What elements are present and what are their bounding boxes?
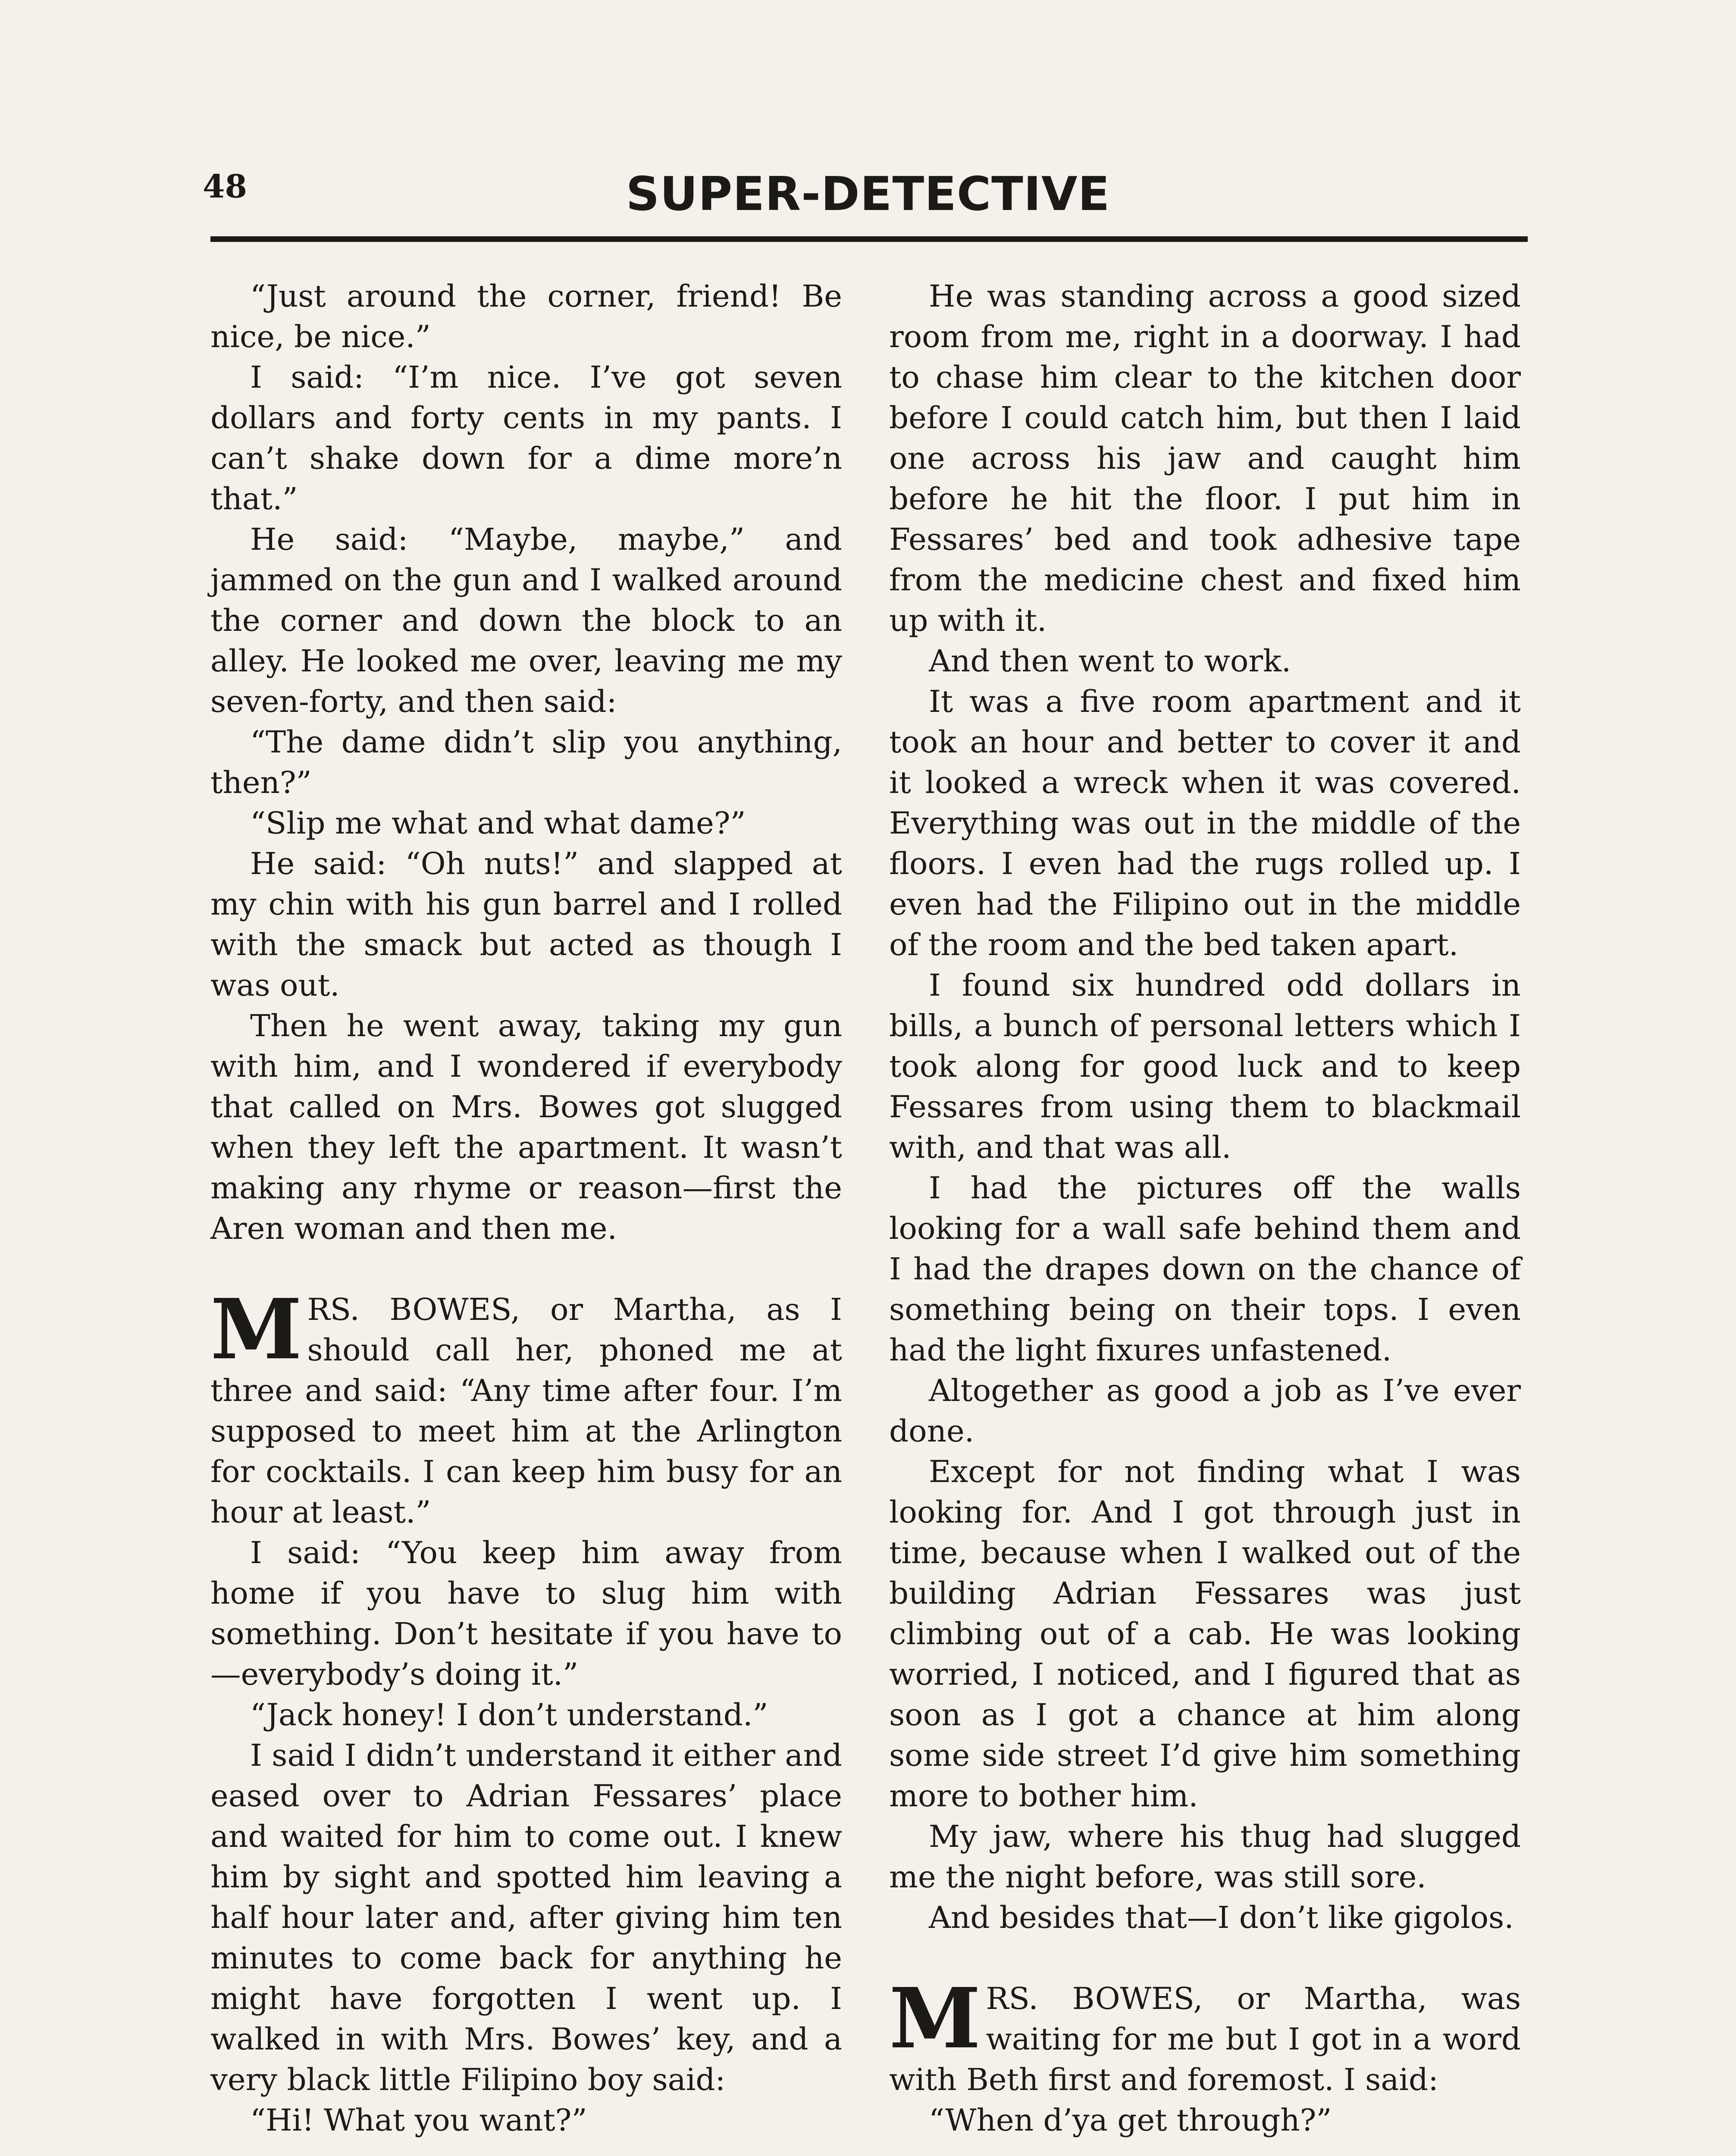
drop-cap: M <box>889 1970 981 2067</box>
paragraph: Then he went away, taking my gun with him, and I wondered if everybody that called on Mrs. Bowes got slugged when they left the apartment. It wasn’t making any rhyme or reason—first the Aren woman and then me. <box>210 1008 842 1246</box>
paragraph: “Hi! What you want?” <box>250 2103 587 2138</box>
paragraph: My jaw, where his thug had slugged me the night before, was still sore. <box>889 1819 1521 1895</box>
drop-cap: M <box>210 1281 302 1378</box>
paragraph: I had the pictures off the walls looking for a wall safe behind them and I had the drapes down on the chance of something being on their tops. I even had the light fixures unfastened. <box>889 1170 1521 1368</box>
paragraph: It was a five room apartment and it took an hour and better to cover it and it looked a wreck when it was covered. Everything was out in the middle of the floors. I even had the rugs rolled up. I even had the Filipino out in the middle of the room and the bed taken apart. <box>889 684 1521 962</box>
paragraph: I said I didn’t understand it either and eased over to Adrian Fessares’ place and waited for him to come out. I knew him by sight and spotted him leaving a half hour later and, after giving him ten minutes to come back for anything he might have forgotten I went up. I walked in with Mrs. Bowes’ key, and a very black little Filipino boy said: <box>210 1738 842 2097</box>
paragraph: And besides that—I don’t like gigolos. <box>929 1900 1514 1935</box>
paragraph: “When d’ya get through?” <box>929 2103 1332 2138</box>
right-column <box>889 276 1521 2140</box>
left-column <box>210 276 842 2140</box>
paragraph: He was standing across a good sized room from me, right in a doorway. I had to chase him clear to the kitchen door before I could catch him, but then I laid one across his jaw and caught him before he hit the floor. I put him in Fessares’ bed and took adhesive tape from the medicine chest and fixed him up with it. <box>889 279 1521 638</box>
paragraph: “The dame didn’t slip you anything, then?” <box>210 724 842 800</box>
paragraph-text: RS. BOWES, or Martha, as I should call her, phoned me at three and said: “Any time after four. I’m supposed to meet him at the Arlington for cocktails. I can keep him busy for an hour at least.” <box>210 1292 842 1530</box>
paragraph: Altogether as good a job as I’ve ever done. <box>889 1373 1521 1449</box>
section-opening-paragraph <box>210 1281 842 1532</box>
paragraph: And then went to work. <box>929 643 1291 679</box>
paragraph: I found six hundred odd dollars in bills, a bunch of personal letters which I took along for good luck and to keep Fessares from using them to blackmail with, and that was all. <box>889 968 1521 1165</box>
paragraph: I said: “I’m nice. I’ve got seven dollars and forty cents in my pants. I can’t shake down for a dime more’n that.” <box>210 360 842 517</box>
page-number: 48 <box>203 168 247 205</box>
paragraph: “Jack honey! I don’t understand.” <box>250 1697 768 1733</box>
paragraph: He said: “Oh nuts!” and slapped at my chin with his gun barrel and I rolled with the smack but acted as though I was out. <box>210 846 842 1003</box>
paragraph: “Slip me what and what dame?” <box>250 805 746 841</box>
paragraph: “Just around the corner, friend! Be nice, be nice.” <box>210 279 842 354</box>
header-rule <box>210 236 1528 242</box>
paragraph: Except for not finding what I was looking for. And I got through just in time, because when I walked out of the building Adrian Fessares was just climbing out of a cab. He was looking worried, I noticed, and I figured that as soon as I got a chance at him along some side street I’d give him something more to bother him. <box>889 1454 1521 1814</box>
paragraph: I said: “You keep him away from home if you have to slug him with something. Don’t hesitate if you have to—everybody’s doing it.” <box>210 1535 842 1692</box>
paragraph-text: RS. BOWES, or Martha, was waiting for me but I got in a word with Beth first and foremost. I said: <box>889 1981 1521 2097</box>
section-opening-paragraph <box>889 1970 1521 2100</box>
running-head: SUPER-DETECTIVE <box>626 167 1110 221</box>
paragraph: He said: “Maybe, maybe,” and jammed on the gun and I walked around the corner and down the block to an alley. He looked me over, leaving me my seven-forty, and then said: <box>210 522 842 719</box>
